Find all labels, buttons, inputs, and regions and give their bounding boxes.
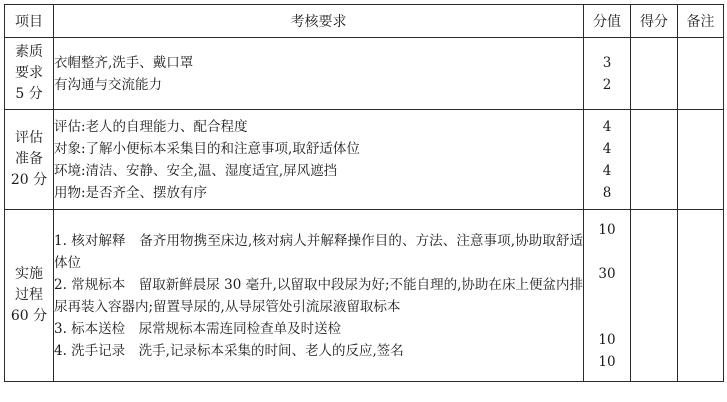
requirement-line: 评估:老人的自理能力、配合程度 (54, 118, 248, 135)
score-cell (584, 210, 631, 382)
score-cell (584, 110, 631, 210)
requirement-cell (54, 210, 584, 382)
header-got-score: 得分 (631, 5, 678, 38)
item-label-line: 过程 (15, 287, 43, 303)
grading-table (4, 4, 724, 382)
item-label-line: 实施 (15, 266, 43, 282)
note-cell (678, 210, 724, 382)
item-label-line: 60 分 (10, 308, 48, 324)
item-cell (5, 38, 54, 110)
requirement-cell (54, 110, 584, 210)
header-item: 项目 (5, 5, 54, 38)
header-requirement: 考核要求 (54, 5, 584, 38)
score-cell (584, 38, 631, 110)
got-score-cell (631, 210, 678, 382)
requirement-cell (54, 38, 584, 110)
requirement-line: 衣帽整齐,洗手、戴口罩 (54, 54, 194, 71)
note-cell (678, 110, 724, 210)
score-spacer (584, 307, 630, 329)
requirement-line: 4. 洗手记录 洗手,记录标本采集的时间、老人的反应,签名 (54, 342, 404, 359)
requirement-line: 1. 核对解释 备齐用物携至床边,核对病人并解释操作目的、方法、注意事项,协助取舒适体位 (54, 232, 583, 271)
requirement-line: 2. 常规标本 留取新鲜晨尿 30 毫升,以留取中段尿为好;不能自理的,协助在床上便盆内排尿再装入容器内;留置导尿的,从导尿管处引流尿液留取标本 (54, 276, 583, 315)
score-value: 10 (598, 221, 616, 238)
requirement-line: 对象:了解小便标本采集目的和注意事项,取舒适体位 (54, 140, 360, 157)
requirement-line: 环境:清洁、安静、安全,温、湿度适宜,屏风遮挡 (54, 162, 338, 179)
got-score-cell (631, 38, 678, 110)
item-label-line: 素质 (15, 44, 43, 60)
requirement-line: 3. 标本送检 尿常规标本需连同检查单及时送检 (54, 320, 342, 337)
item-cell (5, 210, 54, 382)
item-label-line: 准备 (15, 151, 43, 167)
header-row (5, 5, 724, 38)
score-value: 8 (602, 184, 612, 201)
table-row (5, 38, 724, 110)
requirement-line: 用物:是否齐全、摆放有序 (54, 184, 208, 201)
score-value: 10 (598, 353, 616, 370)
score-spacer (584, 241, 630, 263)
item-label-line: 要求 (15, 65, 43, 81)
got-score-cell (631, 110, 678, 210)
score-spacer (584, 285, 630, 307)
table-row (5, 110, 724, 210)
header-note: 备注 (678, 5, 724, 38)
score-value: 4 (602, 118, 612, 135)
table-row (5, 210, 724, 382)
score-value: 10 (598, 331, 616, 348)
score-value: 3 (602, 54, 612, 71)
score-value: 4 (602, 140, 612, 157)
item-cell (5, 110, 54, 210)
header-score: 分值 (584, 5, 631, 38)
score-value: 4 (602, 162, 612, 179)
requirement-line: 有沟通与交流能力 (54, 76, 162, 93)
item-label-line: 20 分 (10, 172, 48, 188)
item-label-line: 评估 (15, 130, 43, 146)
note-cell (678, 38, 724, 110)
score-value: 2 (602, 76, 612, 93)
score-value: 30 (598, 265, 616, 282)
item-label-line: 5 分 (15, 86, 43, 102)
